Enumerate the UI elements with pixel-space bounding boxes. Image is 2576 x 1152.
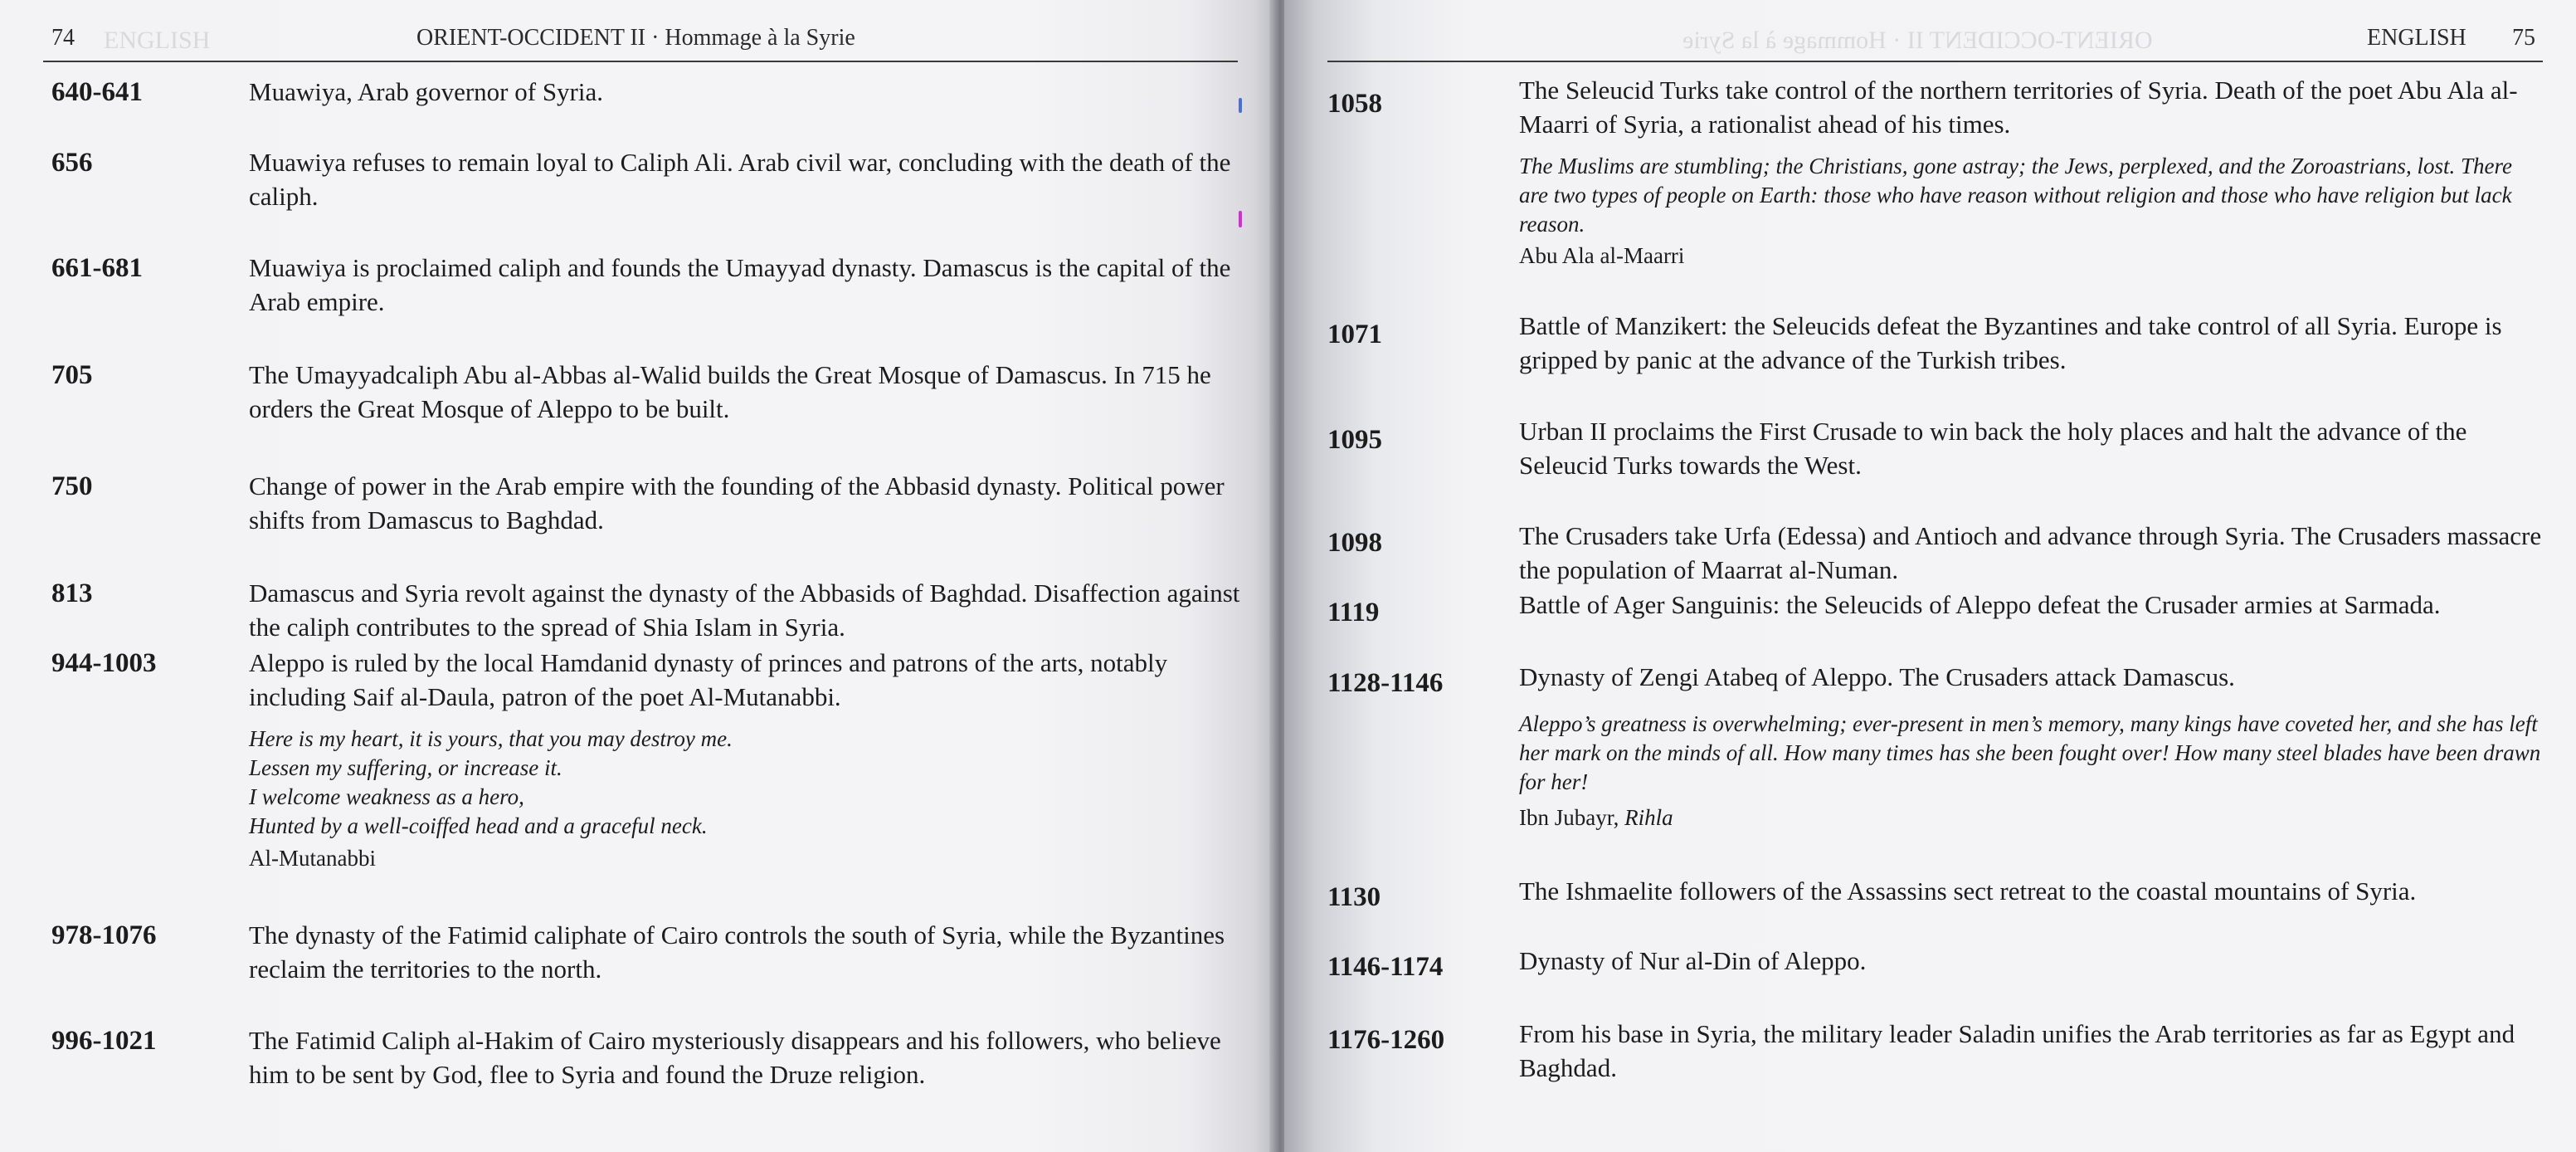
entry-date: 1130 (1327, 882, 1381, 912)
entry-date: 1128-1146 (1327, 668, 1444, 698)
entry-text: Dynasty of Zengi Atabeq of Aleppo. The Crusaders attack Damascus. (1519, 662, 2235, 691)
section-label-right: ENGLISH (2367, 25, 2466, 51)
entry-date: 1146-1174 (1327, 952, 1444, 982)
poem-line: Here is my heart, it is yours, that you may destroy me. (249, 726, 733, 751)
entry-text: Urban II proclaims the First Crusade to win back the holy places and halt the advance of the Seleucid Turks towards the West. (1519, 417, 2467, 480)
entry-text: The dynasty of the Fatimid caliphate of Cairo controls the south of Syria, while the Byzantines reclaim the territories to the north. (249, 920, 1225, 984)
entry-date: 750 (51, 471, 93, 501)
entry-text: The Umayyadcaliph Abu al-Abbas al-Walid builds the Great Mosque of Damascus. In 715 he orders the Great Mosque of Aleppo to be built. (249, 360, 1211, 423)
poem-line: Lessen my suffering, or increase it. (249, 755, 562, 780)
quote-text: The Muslims are stumbling; the Christians, gone astray; the Jews, perplexed, and the Zoroastrians, lost. There are two types of people on Earth: those who have reason without religion and those who have religion but lack reason. (1519, 154, 2512, 237)
bleed-through-label: ENGLISH (104, 27, 211, 54)
running-head-left: ORIENT-OCCIDENT II · Hommage à la Syrie (416, 25, 855, 51)
entry-date: 944-1003 (51, 648, 157, 678)
quote-text: Aleppo’s greatness is overwhelming; ever-present in men’s memory, many kings have coveted her, and she has left her mark on the minds of all. How many times has she been fought over! How many steel blades have been drawn for her! (1519, 711, 2541, 794)
bleed-through-head: ORIENT-OCCIDENT II · Hommage à la Syrie (1682, 27, 2153, 54)
entry-date: 1119 (1327, 598, 1380, 627)
quote-work-title: Rihla (1624, 805, 1673, 830)
quote-author: Abu Ala al-Maarri (1519, 243, 1685, 268)
entry-text: Muawiya is proclaimed caliph and founds the Umayyad dynasty. Damascus is the capital of the Arab empire. (249, 253, 1231, 316)
entry-date: 1176-1260 (1327, 1025, 1445, 1055)
poem-line: Hunted by a well-coiffed head and a graceful neck. (249, 813, 708, 838)
entry-date: 813 (51, 578, 93, 608)
entry-date: 996-1021 (51, 1026, 157, 1056)
entry-text: Dynasty of Nur al-Din of Aleppo. (1519, 946, 1867, 975)
entry-text: Muawiya refuses to remain loyal to Caliph Ali. Arab civil war, concluding with the death of the caliph. (249, 148, 1231, 211)
quote-author-name: Ibn Jubayr, (1519, 805, 1619, 830)
right-page (1284, 0, 2576, 1152)
entry-text: Aleppo is ruled by the local Hamdanid dynasty of princes and patrons of the arts, notably including Saif al-Daula, patron of the poet Al-Mutanabbi. (249, 648, 1168, 711)
page-number-right: 75 (2512, 25, 2535, 51)
entry-text: From his base in Syria, the military leader Saladin unifies the Arab territories as far as Egypt and Baghdad. (1519, 1019, 2515, 1082)
ink-mark-blue (1239, 98, 1242, 113)
entry-text: Change of power in the Arab empire with the founding of the Abbasid dynasty. Political power shifts from Damascus to Baghdad. (249, 471, 1225, 535)
entry-date: 1098 (1327, 528, 1382, 558)
quote-author: Al-Mutanabbi (249, 846, 376, 871)
quote-author (1519, 803, 1673, 832)
entry-text: The Ishmaelite followers of the Assassins sect retreat to the coastal mountains of Syria. (1519, 876, 2417, 905)
entry-date: 640-641 (51, 77, 143, 107)
entry-date: 978-1076 (51, 920, 157, 950)
entry-date: 1071 (1327, 320, 1382, 349)
page-number-left: 74 (51, 25, 75, 51)
entry-date: 1058 (1327, 89, 1382, 119)
entry-text: The Fatimid Caliph al-Hakim of Cairo mysteriously disappears and his followers, who believe him to be sent by God, flee to Syria and found the Druze religion. (249, 1026, 1221, 1089)
entry-date: 1095 (1327, 425, 1382, 455)
entry-text: The Crusaders take Urfa (Edessa) and Antioch and advance through Syria. The Crusaders massacre the population of Maarrat al-Numan. (1519, 521, 2542, 584)
ink-mark-magenta (1239, 211, 1242, 227)
poem-line: I welcome weakness as a hero, (249, 784, 524, 809)
entry-text: Damascus and Syria revolt against the dynasty of the Abbasids of Baghdad. Disaffection against the caliph contributes to the spread of Shia Islam in Syria. (249, 578, 1240, 642)
entry-date: 656 (51, 148, 93, 178)
entry-date: 661-681 (51, 253, 143, 283)
entry-text: Battle of Manzikert: the Seleucids defeat the Byzantines and take control of all Syria. Europe is gripped by panic at the advance of the Turkish tribes. (1519, 311, 2502, 374)
entry-text: The Seleucid Turks take control of the northern territories of Syria. Death of the poet Abu Ala al-Maarri of Syria, a rationalist ahead of his times. (1519, 76, 2518, 139)
header-rule-left (43, 61, 1238, 62)
header-rule-right (1327, 61, 2543, 62)
poem-quote (249, 725, 1228, 841)
entry-text: Battle of Ager Sanguinis: the Seleucids of Aleppo defeat the Crusader armies at Sarmada. (1519, 590, 2441, 619)
left-page (0, 0, 1278, 1152)
entry-date: 705 (51, 360, 93, 390)
entry-text: Muawiya, Arab governor of Syria. (249, 77, 604, 106)
